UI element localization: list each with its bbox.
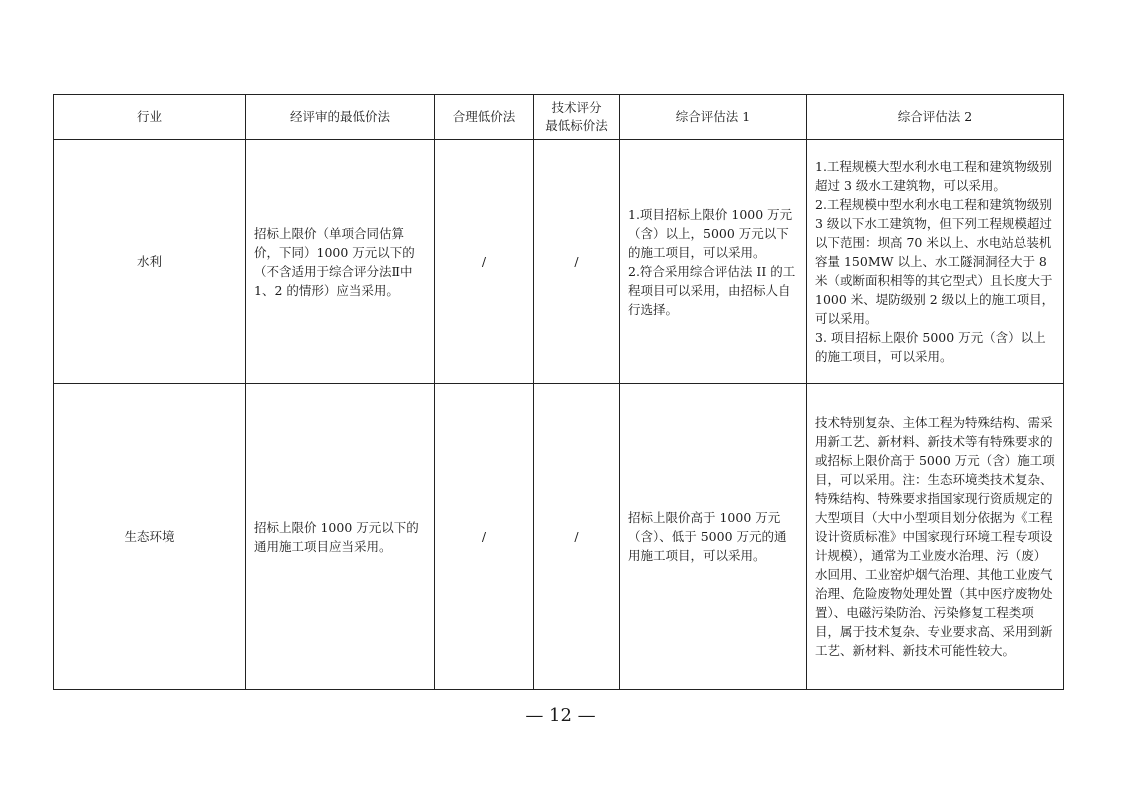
header-tech-score-line2: 最低标价法: [545, 118, 608, 133]
header-comprehensive-2: 综合评估法 2: [807, 95, 1064, 140]
cell-tech-score: /: [534, 140, 620, 384]
cell-reasonable-low: /: [435, 384, 534, 690]
evaluation-method-table: [53, 94, 1064, 690]
cell-reasonable-low: /: [435, 140, 534, 384]
page-number: — 12 —: [525, 705, 596, 726]
cell-industry: 水利: [54, 140, 246, 384]
cell-comprehensive-1: [620, 140, 807, 384]
table-header-row: [54, 95, 1064, 140]
table-row: [54, 384, 1064, 690]
header-tech-score-lowest-price: [534, 95, 620, 140]
table-row: [54, 140, 1064, 384]
cell-lowest-price: 招标上限价（单项合同估算价，下同）1000 万元以下的（不含适用于综合评分法Ⅱ中 1、2 的情形）应当采用。: [246, 140, 435, 384]
cell-comprehensive-2: [807, 140, 1064, 384]
cell-comprehensive-1: [620, 384, 807, 690]
comp2-item: 1.工程规模大型水利水电工程和建筑物级别超过 3 级水工建筑物，可以采用。: [815, 159, 1052, 193]
comp1-item: 招标上限价高于 1000 万元（含）、低于 5000 万元的通用施工项目，可以采用。: [628, 510, 787, 563]
comp2-item: 3. 项目招标上限价 5000 万元（含）以上的施工项目，可以采用。: [815, 330, 1046, 364]
header-industry: 行业: [54, 95, 246, 140]
comp1-item: 2.符合采用综合评估法 II 的工程项目可以采用，由招标人自行选择。: [628, 263, 796, 317]
comp2-item: 2.工程规模中型水利水电工程和建筑物级别 3 级以下水工建筑物，但下列工程规模超过以下范围：坝高 70 米以上、水电站总装机容量 150MW 以上、水工隧洞洞径大于 8 米（或断面积相等的其它型式）且长度大于 1000 米、堤防级别 2 级以上的施工项目，可以采用。: [815, 197, 1055, 326]
header-tech-score-line1: 技术评分: [551, 100, 602, 115]
comp2-item: 技术特别复杂、主体工程为特殊结构、需采用新工艺、新材料、新技术等有特殊要求的或招标上限价高于 5000 万元（含）施工项目，可以采用。注：生态环境类技术复杂、特殊结构、特殊要求指国家现行资质规定的大型项目（大中小型项目划分依据为《工程设计资质标准》中国家现行环境工程专项设计规模），通常为工业废水治理、污（废）水回用、工业窑炉烟气治理、其他工业废气治理、危险废物处理处置（其中医疗废物处置）、电磁污染防治、污染修复工程类项目，属于技术复杂、专业要求高、采用到新工艺、新材料、新技术可能性较大。: [815, 415, 1055, 658]
cell-industry: 生态环境: [54, 384, 246, 690]
cell-comprehensive-2: [807, 384, 1064, 690]
header-comprehensive-1: 综合评估法 1: [620, 95, 807, 140]
header-lowest-price-method: 经评审的最低价法: [246, 95, 435, 140]
cell-lowest-price: 招标上限价 1000 万元以下的通用施工项目应当采用。: [246, 384, 435, 690]
comp1-item: 1.项目招标上限价 1000 万元（含）以上，5000 万元以下的施工项目，可以采用。: [628, 206, 793, 260]
cell-tech-score: /: [534, 384, 620, 690]
header-reasonable-low-price: 合理低价法: [435, 95, 534, 140]
